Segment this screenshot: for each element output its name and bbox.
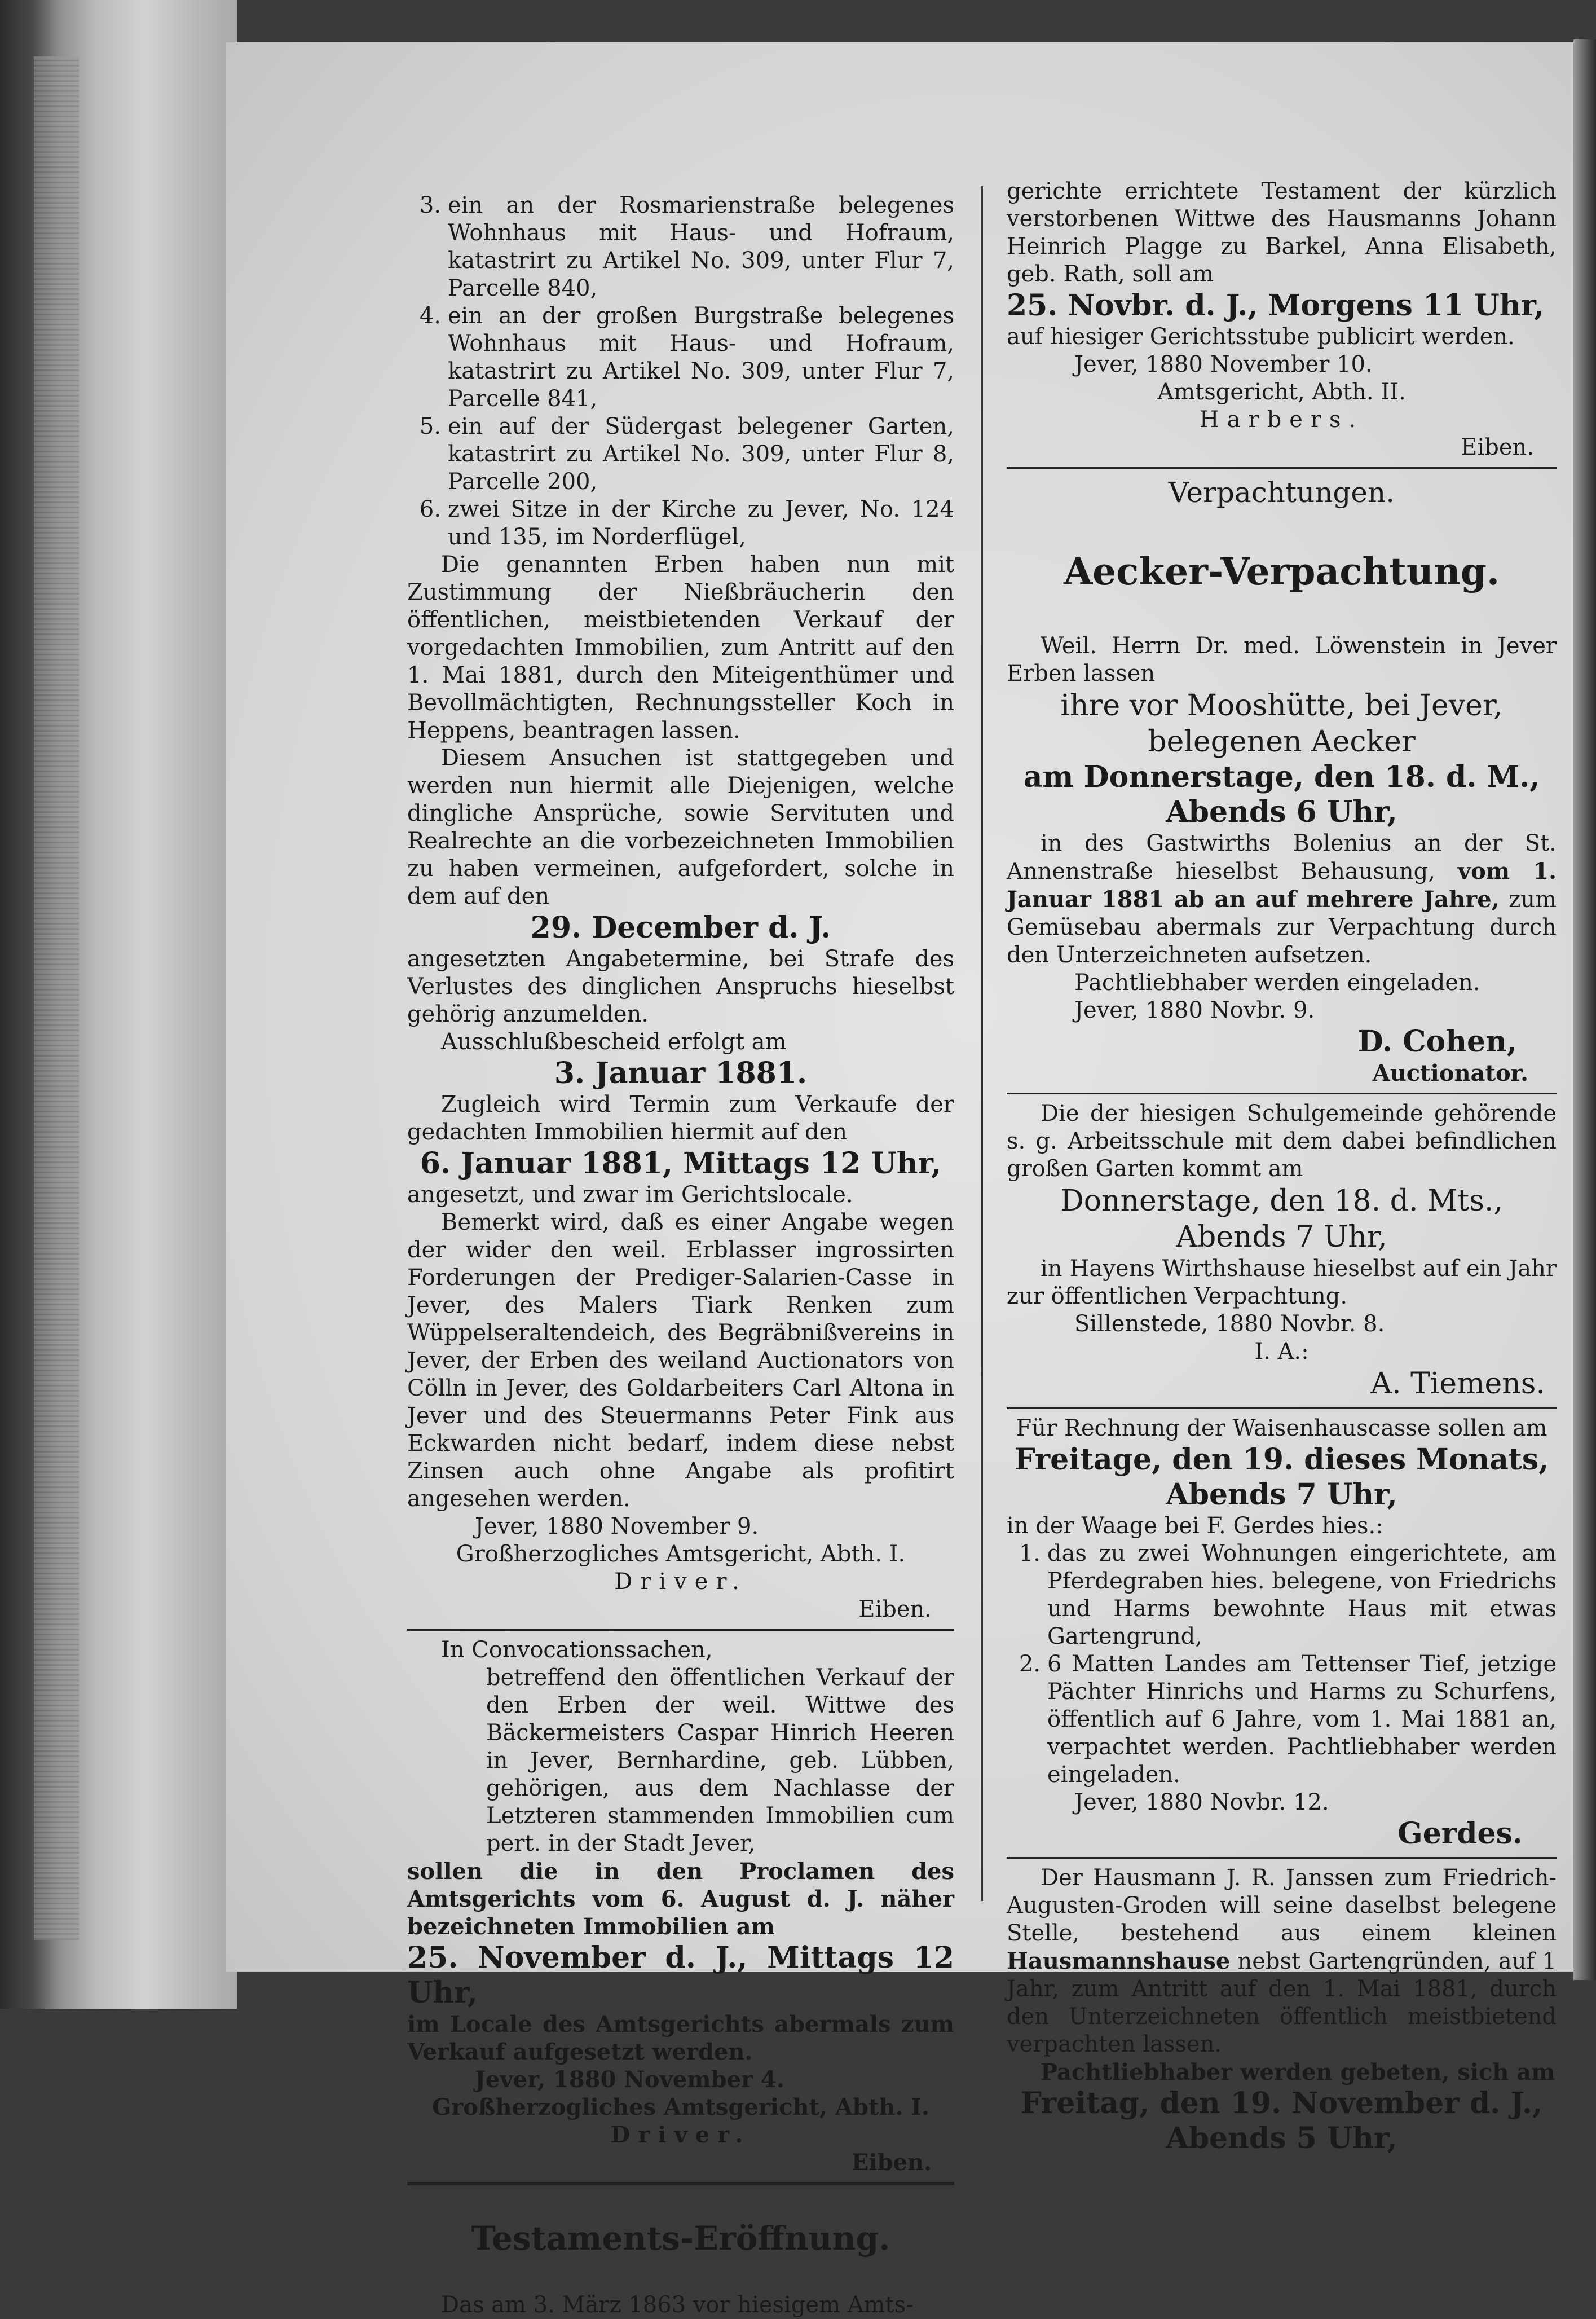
place-date: Jever, 1880 November 9. xyxy=(475,1513,759,1539)
list-item xyxy=(407,413,954,496)
paragraph xyxy=(1007,830,1557,969)
section-rule xyxy=(1007,1857,1557,1859)
section-heading: Verpachtungen. xyxy=(1168,476,1395,509)
paragraph: angesetzt, und zwar im Gerichtslocale. xyxy=(407,1182,853,1208)
paragraph: Die genannten Erben haben nun mit Zustimmung der Nießbräucherin den öffentlichen, meistbietenden Verkauf der vorgedachten Immobilien, zum Antritt auf den 1. Mai 1881, durch den Miteigenthümer und Bevollmächtigten, Rechnungssteller Koch in Heppens, beantragen lassen. xyxy=(407,552,954,743)
paragraph: in Hayens Wirthshause hieselbst auf ein Jahr zur öffentlichen Verpachtung. xyxy=(1007,1256,1557,1309)
place-date: Jever, 1880 Novbr. 12. xyxy=(1074,1789,1329,1815)
right-column xyxy=(1007,178,1557,2156)
text-span: nebst Gartengründen, auf 1 Jahr, zum Antritt auf den 1. Mai 1881, durch den Unterzeichneten öffentlich meistbietend verpachten lassen. xyxy=(1007,1948,1557,2057)
paragraph: sollen die in den Proclamen des Amtsgerichts vom 6. August d. J. näher bezeichneten Immobilien am xyxy=(407,1858,954,1940)
paragraph: Diesem Ansuchen ist stattgegeben und werden nun hiermit alle Diejenigen, welche dingliche Ansprüche, sowie Servituten und Realrechte an die vorbezeichneten Immobilien zu haben vermeinen, aufgefordert, solche in dem auf den xyxy=(407,745,954,909)
list-item-text: zwei Sitze in der Kirche zu Jever, No. 124 und 135, im Norderflügel, xyxy=(448,496,954,550)
signature-role: Auctionator. xyxy=(1372,1060,1528,1086)
signature: A. Tiemens. xyxy=(1370,1367,1545,1401)
paragraph: im Locale des Amtsgerichts abermals zum Verkauf aufgesetzt werden. xyxy=(407,2011,954,2065)
signature: D. Cohen, xyxy=(1357,1024,1517,1059)
judge-name: Driver. xyxy=(610,2122,751,2148)
date-line: Freitag, den 19. November d. J., xyxy=(1020,2086,1543,2120)
place-date: Jever, 1880 November 10. xyxy=(1074,351,1373,377)
signature-prefix: I. A.: xyxy=(1254,1339,1309,1365)
lease-object: ihre vor Mooshütte, bei Jever, xyxy=(1060,689,1503,723)
place-date: Sillenstede, 1880 Novbr. 8. xyxy=(1074,1311,1385,1337)
date-line: Donnerstage, den 18. d. Mts., xyxy=(1060,1184,1503,1218)
paragraph: Zugleich wird Termin zum Verkaufe der gedachten Immobilien hiermit auf den xyxy=(407,1092,954,1145)
text-span: Der Hausmann J. R. Janssen zum Friedrich-Augusten-Groden will seine daselbst belegene Stelle, bestehend aus einem kleinen xyxy=(1007,1865,1557,1946)
paragraph: Die der hiesigen Schulgemeinde gehörende s. g. Arbeitsschule mit dem dabei befindlichen großen Garten kommt am xyxy=(1007,1101,1557,1182)
time-line: Abends 7 Uhr, xyxy=(1176,1220,1387,1254)
section-rule xyxy=(407,2182,954,2185)
paragraph: Bemerkt wird, daß es einer Angabe wegen der wider den weil. Erblasser ingrossirten Forderungen der Prediger-Salarien-Casse in Jever, des Malers Tiark Renken zum Wüppelseraltendeich, des Begräbnißvereins in Jever, der Erben des weiland Auctionators von Cölln in Jever, des Goldarbeiters Carl Altona in Jever und des Steuermanns Peter Fink aus Eckwarden nicht bedarf, indem diese nebst Zinsen auch ohne Angabe als profitirt angesehen werden. xyxy=(407,1209,954,1512)
court-name: Großherzogliches Amtsgericht, Abth. I. xyxy=(456,1541,906,1567)
lease-object: belegenen Aecker xyxy=(1148,725,1416,759)
date-line: 6. Januar 1881, Mittags 12 Uhr, xyxy=(420,1146,942,1181)
list-item-text: 6 Matten Landes am Tettenser Tief, jetzige Pächter Hinrichs und Harms zu Schurfens, öffentlich auf 6 Jahre, vom 1. Mai 1881 an, verpachtet werden. Pachtliebhaber werden eingeladen. xyxy=(1047,1651,1557,1788)
place-date: Jever, 1880 November 4. xyxy=(475,2066,784,2093)
bold-span: vom 1. Januar 1881 ab an auf mehrere Jahre, xyxy=(1007,858,1557,913)
text-span: in des Gastwirths Bolenius an der St. Annenstraße hieselbst Behausung, xyxy=(1007,830,1557,885)
paragraph: in der Waage bei F. Gerdes hies.: xyxy=(1007,1513,1383,1539)
section-heading: Testaments-Eröffnung. xyxy=(471,2219,890,2258)
list-item xyxy=(1007,1540,1557,1651)
time-line: Abends 5 Uhr, xyxy=(1166,2121,1397,2155)
paragraph: Pachtliebhaber werden eingeladen. xyxy=(1074,970,1480,996)
court-name: Amtsgericht, Abth. II. xyxy=(1157,379,1406,405)
property-list xyxy=(407,192,954,551)
list-item-text: ein auf der Südergast belegener Garten, katastrirt zu Artikel No. 309, unter Flur 8, Parcelle 200, xyxy=(448,413,954,495)
list-item-number: 6. xyxy=(419,496,441,522)
paragraph: angesetzten Angabetermine, bei Strafe des Verlustes des dinglichen Anspruchs hieselbst gehörig anzumelden. xyxy=(407,946,954,1027)
list-item-number: 2. xyxy=(1019,1651,1041,1677)
list-item-text: das zu zwei Wohnungen eingerichtete, am Pferdegraben hies. belegene, von Friedrichs und Harms bewohnte Haus mit etwas Gartengrund, xyxy=(1047,1541,1557,1649)
list-item xyxy=(1007,1651,1557,1789)
signature: Gerdes. xyxy=(1397,1816,1523,1851)
paragraph: Für Rechnung der Waisenhauscasse sollen am xyxy=(1016,1415,1547,1441)
time-line: Abends 6 Uhr, xyxy=(1166,795,1397,829)
list-item-number: 4. xyxy=(419,303,441,329)
date-line: Freitage, den 19. dieses Monats, xyxy=(1014,1442,1549,1477)
paragraph: auf hiesiger Gerichtsstube publicirt werden. xyxy=(1007,324,1515,350)
place-date: Jever, 1880 Novbr. 9. xyxy=(1074,997,1315,1023)
paragraph: gerichte errichtete Testament der kürzlich verstorbenen Wittwe des Hausmanns Johann Heinrich Plagge zu Barkel, Anna Elisabeth, geb. Rath, soll am xyxy=(1007,178,1557,287)
time-line: Abends 7 Uhr, xyxy=(1166,1477,1397,1512)
paragraph: betreffend den öffentlichen Verkauf der den Erben der weil. Wittwe des Bäckermeisters Caspar Hinrich Heeren in Jever, Bernhardine, geb. Lübben, gehörigen, aus dem Nachlasse der Letzteren stammenden Immobilien cum pert. in der Stadt Jever, xyxy=(486,1665,954,1856)
list-item xyxy=(407,302,954,413)
section-rule xyxy=(1007,467,1557,469)
column-divider xyxy=(981,186,983,1901)
book-page-stack xyxy=(0,0,237,2009)
paragraph: Weil. Herrn Dr. med. Löwenstein in Jever Erben lassen xyxy=(1007,633,1557,687)
section-rule xyxy=(407,1629,954,1631)
judge-name: Driver. xyxy=(614,1569,747,1595)
list-item-text: ein an der Rosmarienstraße belegenes Wohnhaus mit Haus- und Hofraum, katastrirt zu Artikel No. 309, unter Flur 7, Parcelle 840, xyxy=(448,192,954,301)
paragraph: Das am 3. März 1863 vor hiesigem Amts- xyxy=(441,2292,914,2318)
paragraph: Ausschlußbescheid erfolgt am xyxy=(441,1029,787,1055)
section-heading: Aecker-Verpachtung. xyxy=(1063,549,1500,593)
date-line: 3. Januar 1881. xyxy=(554,1056,808,1090)
date-line: 25. November d. J., Mittags 12 Uhr, xyxy=(407,1940,954,2010)
list-item xyxy=(407,496,954,551)
date-line: 25. Novbr. d. J., Morgens 11 Uhr, xyxy=(1007,288,1545,323)
judge-name: Harbers. xyxy=(1199,407,1364,433)
bold-span: Hausmannshause xyxy=(1007,1948,1231,1974)
date-line: am Donnerstage, den 18. d. M., xyxy=(1023,760,1540,794)
list-item-number: 5. xyxy=(419,413,441,439)
book-edge-shadow xyxy=(1573,39,1596,1980)
list-item-text: ein an der großen Burgstraße belegenes Wohnhaus mit Haus- und Hofraum, katastrirt zu Artikel No. 309, unter Flur 7, Parcelle 841, xyxy=(448,303,954,412)
section-rule xyxy=(1007,1093,1557,1094)
paragraph xyxy=(1007,1864,1557,2058)
paragraph: In Convocationssachen, xyxy=(441,1637,713,1663)
paragraph: Pachtliebhaber werden gebeten, sich am xyxy=(1041,2059,1555,2085)
date-line: 29. December d. J. xyxy=(530,910,831,945)
list-item-number: 3. xyxy=(419,192,441,218)
lease-list xyxy=(1007,1540,1557,1789)
left-column xyxy=(407,192,954,2319)
court-name: Großherzogliches Amtsgericht, Abth. I. xyxy=(432,2094,929,2120)
section-rule xyxy=(1007,1407,1557,1409)
list-item xyxy=(407,192,954,302)
clerk-name: Eiben. xyxy=(1461,434,1534,460)
list-item-number: 1. xyxy=(1019,1541,1041,1566)
text-span: zum Gemüsebau abermals zur Verpachtung durch den Unterzeichneten aufsetzen. xyxy=(1007,887,1557,968)
clerk-name: Eiben. xyxy=(851,2149,932,2176)
clerk-name: Eiben. xyxy=(858,1596,932,1622)
